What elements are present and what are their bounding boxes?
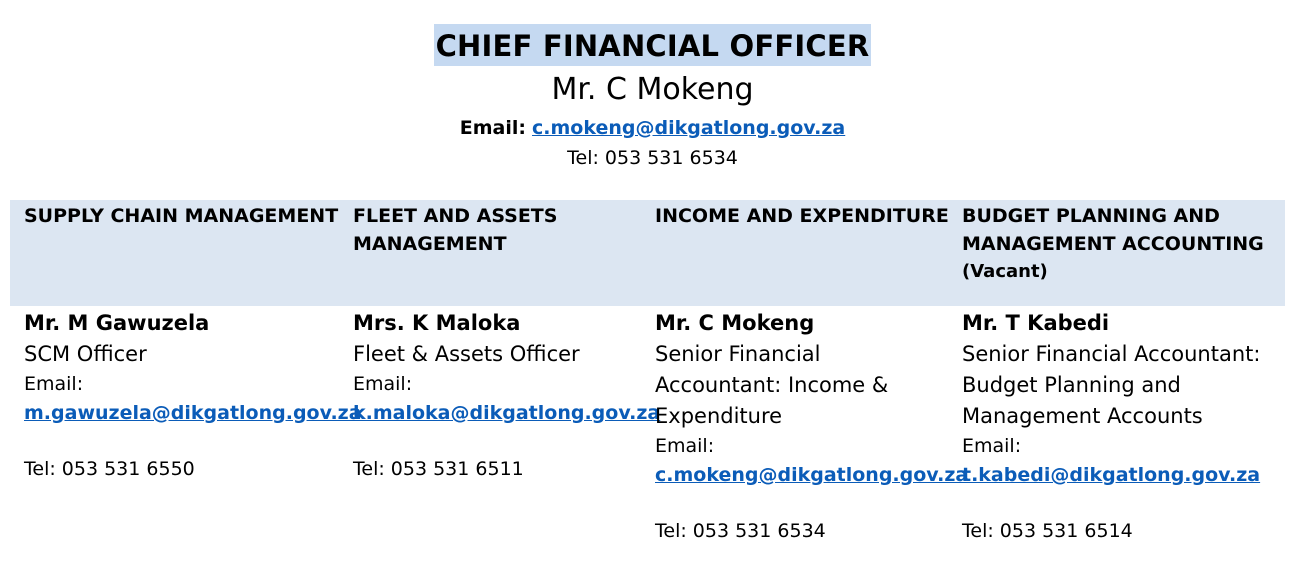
person-role: SCM Officer [24,342,147,366]
person-card-scm [24,308,362,484]
page-title: CHIEF FINANCIAL OFFICER [434,24,872,66]
dept-heading-line: MANAGEMENT [353,233,507,255]
person-role-line: Senior Financial [655,342,821,366]
cfo-email-label: Email: [459,117,526,139]
dept-heading-budget [962,202,1282,286]
person-tel: Tel: 053 531 6511 [353,458,524,480]
email-link[interactable]: t.kabedi@dikgatlong.gov.za [962,464,1261,486]
email-link[interactable]: m.gawuzela@dikgatlong.gov.za [24,402,362,424]
dept-heading-line: INCOME AND EXPENDITURE [655,205,949,227]
person-role-line: Accountant: Income & [655,373,889,397]
dept-heading-scm [24,202,344,230]
person-card-fleet [353,308,661,484]
cfo-tel: Tel: 053 531 6534 [567,147,738,169]
person-role-line: Budget Planning and [962,373,1181,397]
person-name: Mr. T Kabedi [962,311,1110,335]
dept-heading-fleet [353,202,643,258]
person-name: Mr. C Mokeng [655,311,815,335]
vacant-label: (Vacant) [962,261,1048,282]
person-role-line: Senior Financial Accountant: [962,342,1261,366]
cfo-email-link[interactable]: c.mokeng@dikgatlong.gov.za [532,117,846,139]
person-tel: Tel: 053 531 6514 [962,520,1133,542]
email-label: Email: [24,373,84,395]
person-tel: Tel: 053 531 6534 [655,520,826,542]
person-card-income [655,308,969,546]
dept-heading-income [655,202,955,230]
email-label: Email: [962,435,1022,457]
person-role: Fleet & Assets Officer [353,342,580,366]
email-link[interactable]: k.maloka@dikgatlong.gov.za [353,402,661,424]
dept-heading-line: MANAGEMENT ACCOUNTING [962,233,1264,255]
dept-heading-line: FLEET AND ASSETS [353,205,558,227]
person-card-budget [962,308,1282,546]
person-role-line: Expenditure [655,404,783,428]
cfo-email-line [0,114,1305,142]
dept-heading-line: BUDGET PLANNING AND [962,205,1220,227]
email-label: Email: [655,435,715,457]
cfo-name: Mr. C Mokeng [551,72,754,107]
person-role-line: Management Accounts [962,404,1203,428]
dept-heading-line: SUPPLY CHAIN MANAGEMENT [24,205,339,227]
person-name: Mrs. K Maloka [353,311,521,335]
person-name: Mr. M Gawuzela [24,311,210,335]
email-link[interactable]: c.mokeng@dikgatlong.gov.za [655,464,969,486]
person-tel: Tel: 053 531 6550 [24,458,195,480]
email-label: Email: [353,373,413,395]
